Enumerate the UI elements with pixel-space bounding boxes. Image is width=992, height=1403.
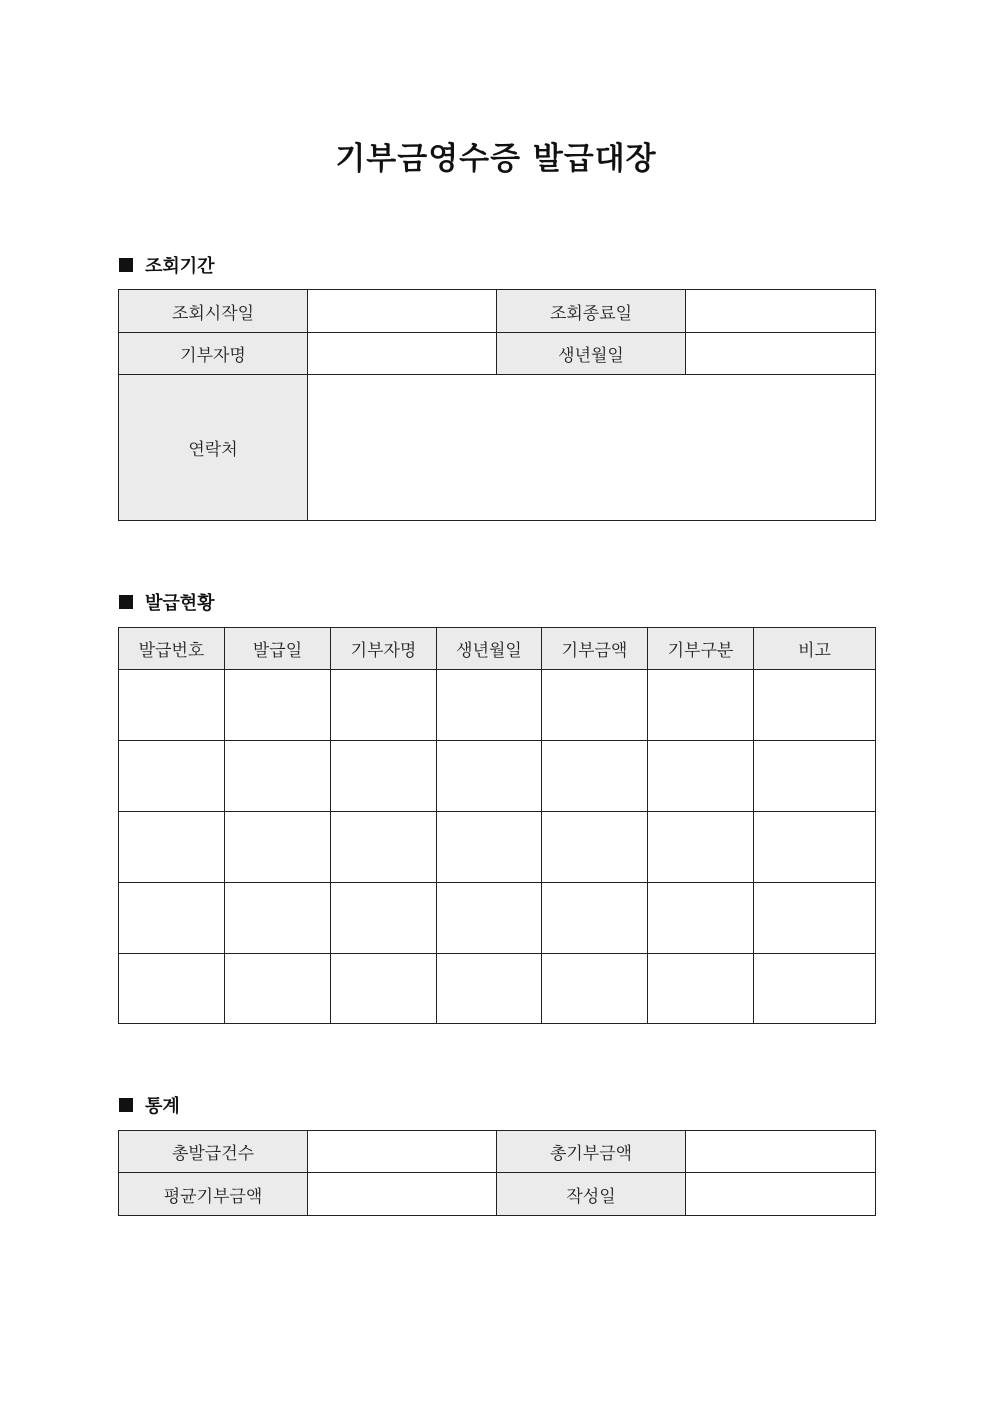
table-cell[interactable]	[648, 741, 754, 812]
table-cell[interactable]	[225, 812, 331, 883]
table-cell[interactable]	[542, 883, 648, 954]
table-cell[interactable]	[331, 812, 437, 883]
created-date-label: 작성일	[497, 1173, 686, 1216]
table-cell[interactable]	[437, 741, 542, 812]
start-date-field[interactable]	[308, 290, 497, 333]
square-bullet-icon	[119, 258, 133, 272]
section-heading-label: 통계	[145, 1096, 180, 1117]
table-cell[interactable]	[437, 883, 542, 954]
table-cell[interactable]	[542, 670, 648, 741]
average-amount-label: 평균기부금액	[119, 1173, 308, 1216]
start-date-label: 조회시작일	[119, 290, 308, 333]
average-amount-field[interactable]	[308, 1173, 497, 1216]
table-row	[119, 741, 876, 812]
total-amount-label: 총기부금액	[497, 1131, 686, 1173]
table-cell[interactable]	[225, 670, 331, 741]
column-header: 비고	[754, 628, 876, 670]
table-row	[119, 883, 876, 954]
table-cell[interactable]	[119, 670, 225, 741]
table-cell[interactable]	[754, 741, 876, 812]
section-heading-label: 발급현황	[145, 593, 215, 614]
donor-name-field[interactable]	[308, 333, 497, 375]
table-row	[119, 670, 876, 741]
page-title: 기부금영수증 발급대장	[335, 141, 657, 177]
column-header: 기부구분	[648, 628, 754, 670]
end-date-field[interactable]	[686, 290, 876, 333]
total-count-label: 총발급건수	[119, 1131, 308, 1173]
table-cell[interactable]	[542, 812, 648, 883]
table-cell[interactable]	[648, 954, 754, 1024]
table-cell[interactable]	[754, 883, 876, 954]
table-cell[interactable]	[754, 670, 876, 741]
column-header: 발급번호	[119, 628, 225, 670]
table-cell[interactable]	[119, 954, 225, 1024]
section-heading-issuance	[119, 590, 215, 614]
table-row	[119, 954, 876, 1024]
table-cell[interactable]	[225, 741, 331, 812]
table-cell[interactable]	[648, 883, 754, 954]
table-cell[interactable]	[119, 741, 225, 812]
column-header: 생년월일	[437, 628, 542, 670]
contact-label: 연락처	[119, 375, 308, 521]
section-heading-stats	[119, 1093, 180, 1117]
square-bullet-icon	[119, 1098, 133, 1112]
table-cell[interactable]	[331, 670, 437, 741]
end-date-label: 조회종료일	[497, 290, 686, 333]
table-cell[interactable]	[225, 883, 331, 954]
table-cell[interactable]	[225, 954, 331, 1024]
issuance-header-row	[119, 628, 876, 670]
section-heading-lookup	[119, 253, 215, 277]
table-cell[interactable]	[437, 670, 542, 741]
lookup-table	[118, 289, 876, 521]
table-cell[interactable]	[119, 812, 225, 883]
table-cell[interactable]	[437, 954, 542, 1024]
column-header: 기부금액	[542, 628, 648, 670]
column-header: 기부자명	[331, 628, 437, 670]
column-header: 발급일	[225, 628, 331, 670]
contact-field[interactable]	[308, 375, 876, 521]
donor-name-label: 기부자명	[119, 333, 308, 375]
total-count-field[interactable]	[308, 1131, 497, 1173]
square-bullet-icon	[119, 595, 133, 609]
table-cell[interactable]	[648, 670, 754, 741]
table-cell[interactable]	[754, 812, 876, 883]
table-cell[interactable]	[542, 954, 648, 1024]
table-cell[interactable]	[119, 883, 225, 954]
birth-date-label: 생년월일	[497, 333, 686, 375]
table-cell[interactable]	[648, 812, 754, 883]
table-row	[119, 812, 876, 883]
created-date-field[interactable]	[686, 1173, 876, 1216]
section-heading-label: 조회기간	[145, 256, 215, 277]
table-cell[interactable]	[437, 812, 542, 883]
total-amount-field[interactable]	[686, 1131, 876, 1173]
stats-table	[118, 1130, 876, 1216]
issuance-table	[118, 627, 876, 1024]
birth-date-field[interactable]	[686, 333, 876, 375]
table-cell[interactable]	[331, 883, 437, 954]
table-cell[interactable]	[542, 741, 648, 812]
table-cell[interactable]	[754, 954, 876, 1024]
table-cell[interactable]	[331, 954, 437, 1024]
table-cell[interactable]	[331, 741, 437, 812]
